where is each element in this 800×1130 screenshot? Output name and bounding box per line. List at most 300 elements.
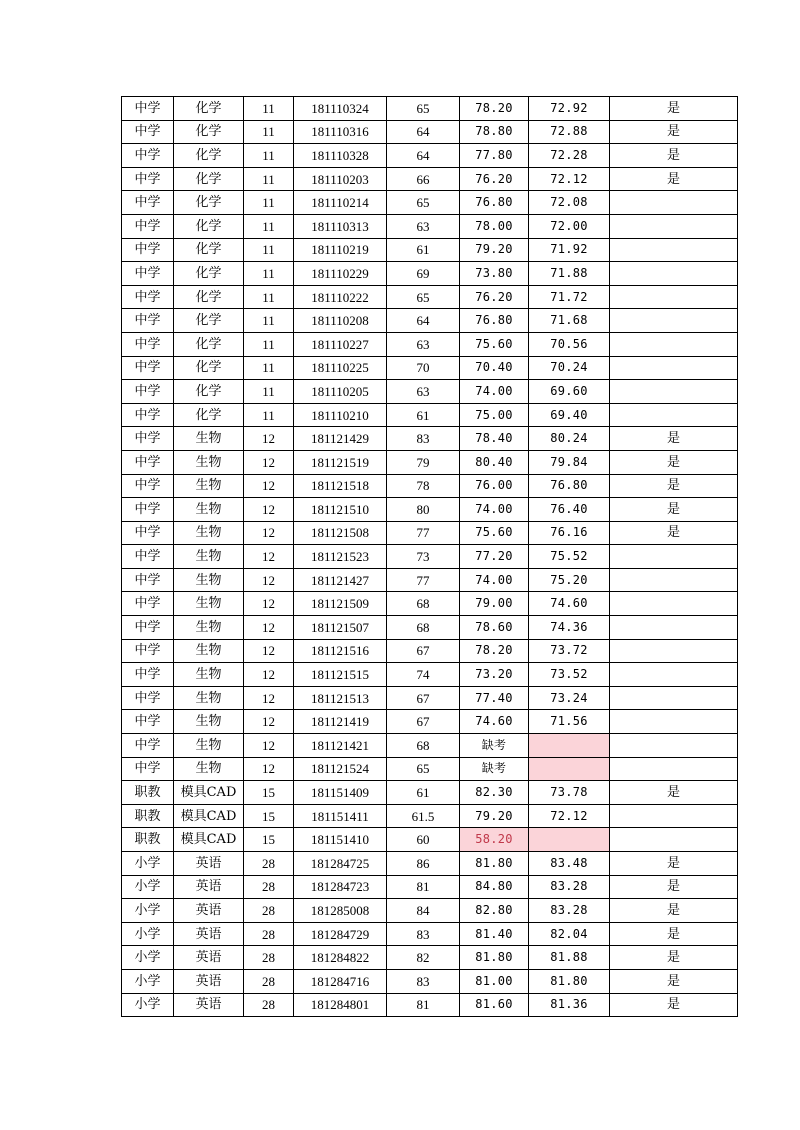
- interview-score-cell: 77.20: [460, 545, 529, 569]
- post-code-cell: 12: [244, 639, 294, 663]
- interview-score-cell: 74.60: [460, 710, 529, 734]
- interview-score-cell: 78.20: [460, 97, 529, 121]
- pass-mark-cell: 是: [610, 875, 738, 899]
- subject-cell: 化学: [174, 144, 244, 168]
- post-code-cell: 11: [244, 97, 294, 121]
- pass-mark-cell: 是: [610, 946, 738, 970]
- written-score-cell: 67: [387, 639, 460, 663]
- written-score-cell: 68: [387, 616, 460, 640]
- total-score-cell: 72.12: [529, 167, 610, 191]
- written-score-cell: 61: [387, 238, 460, 262]
- total-score-cell: 76.80: [529, 474, 610, 498]
- post-code-cell: 12: [244, 686, 294, 710]
- table-row: [122, 427, 738, 451]
- interview-score-cell: 75.00: [460, 403, 529, 427]
- subject-cell: 生物: [174, 545, 244, 569]
- candidate-id-cell: 181121507: [294, 616, 387, 640]
- candidate-id-cell: 181110316: [294, 120, 387, 144]
- school-level-cell: 中学: [122, 710, 174, 734]
- written-score-cell: 74: [387, 663, 460, 687]
- post-code-cell: 12: [244, 427, 294, 451]
- table-row: [122, 734, 738, 758]
- subject-cell: 英语: [174, 875, 244, 899]
- pass-mark-cell: [610, 616, 738, 640]
- school-level-cell: 中学: [122, 498, 174, 522]
- table-row: [122, 875, 738, 899]
- school-level-cell: 中学: [122, 545, 174, 569]
- school-level-cell: 小学: [122, 875, 174, 899]
- table-row: [122, 262, 738, 286]
- written-score-cell: 63: [387, 332, 460, 356]
- post-code-cell: 12: [244, 521, 294, 545]
- interview-score-cell: 74.00: [460, 498, 529, 522]
- table-row: [122, 474, 738, 498]
- post-code-cell: 11: [244, 120, 294, 144]
- total-score-cell: 72.08: [529, 191, 610, 215]
- subject-cell: 生物: [174, 734, 244, 758]
- interview-score-cell: 75.60: [460, 332, 529, 356]
- table-row: [122, 120, 738, 144]
- post-code-cell: 28: [244, 875, 294, 899]
- candidate-id-cell: 181110328: [294, 144, 387, 168]
- total-score-cell: 82.04: [529, 922, 610, 946]
- total-score-cell: [529, 757, 610, 781]
- written-score-cell: 63: [387, 214, 460, 238]
- subject-cell: 英语: [174, 946, 244, 970]
- candidate-id-cell: 181284725: [294, 852, 387, 876]
- table-row: [122, 214, 738, 238]
- post-code-cell: 28: [244, 922, 294, 946]
- written-score-cell: 64: [387, 144, 460, 168]
- school-level-cell: 中学: [122, 616, 174, 640]
- pass-mark-cell: [610, 285, 738, 309]
- candidate-id-cell: 181110208: [294, 309, 387, 333]
- school-level-cell: 中学: [122, 120, 174, 144]
- subject-cell: 英语: [174, 922, 244, 946]
- pass-mark-cell: 是: [610, 899, 738, 923]
- subject-cell: 生物: [174, 663, 244, 687]
- total-score-cell: 81.80: [529, 969, 610, 993]
- school-level-cell: 小学: [122, 993, 174, 1017]
- school-level-cell: 中学: [122, 568, 174, 592]
- pass-mark-cell: 是: [610, 427, 738, 451]
- subject-cell: 生物: [174, 568, 244, 592]
- school-level-cell: 中学: [122, 191, 174, 215]
- table-row: [122, 993, 738, 1017]
- table-row: [122, 191, 738, 215]
- subject-cell: 生物: [174, 616, 244, 640]
- pass-mark-cell: [610, 734, 738, 758]
- interview-score-cell: 缺考: [460, 734, 529, 758]
- subject-cell: 生物: [174, 498, 244, 522]
- post-code-cell: 11: [244, 144, 294, 168]
- candidate-id-cell: 181110205: [294, 380, 387, 404]
- interview-score-cell: 76.00: [460, 474, 529, 498]
- subject-cell: 化学: [174, 97, 244, 121]
- total-score-cell: 71.92: [529, 238, 610, 262]
- candidate-id-cell: 181151410: [294, 828, 387, 852]
- school-level-cell: 中学: [122, 380, 174, 404]
- interview-score-cell: 58.20: [460, 828, 529, 852]
- total-score-cell: 72.88: [529, 120, 610, 144]
- post-code-cell: 28: [244, 899, 294, 923]
- interview-score-cell: 76.20: [460, 167, 529, 191]
- post-code-cell: 12: [244, 498, 294, 522]
- post-code-cell: 12: [244, 734, 294, 758]
- candidate-id-cell: 181284801: [294, 993, 387, 1017]
- total-score-cell: 73.24: [529, 686, 610, 710]
- candidate-id-cell: 181121427: [294, 568, 387, 592]
- candidate-id-cell: 181284729: [294, 922, 387, 946]
- subject-cell: 生物: [174, 474, 244, 498]
- candidate-id-cell: 181110222: [294, 285, 387, 309]
- post-code-cell: 12: [244, 450, 294, 474]
- post-code-cell: 28: [244, 993, 294, 1017]
- pass-mark-cell: [610, 545, 738, 569]
- table-row: [122, 144, 738, 168]
- school-level-cell: 中学: [122, 686, 174, 710]
- subject-cell: 化学: [174, 285, 244, 309]
- candidate-id-cell: 181110219: [294, 238, 387, 262]
- subject-cell: 化学: [174, 356, 244, 380]
- table-row: [122, 686, 738, 710]
- candidate-id-cell: 181151411: [294, 804, 387, 828]
- pass-mark-cell: [610, 356, 738, 380]
- school-level-cell: 中学: [122, 332, 174, 356]
- pass-mark-cell: [610, 663, 738, 687]
- subject-cell: 英语: [174, 969, 244, 993]
- school-level-cell: 中学: [122, 450, 174, 474]
- candidate-id-cell: 181121519: [294, 450, 387, 474]
- subject-cell: 化学: [174, 191, 244, 215]
- post-code-cell: 12: [244, 592, 294, 616]
- written-score-cell: 81: [387, 993, 460, 1017]
- subject-cell: 化学: [174, 332, 244, 356]
- subject-cell: 英语: [174, 852, 244, 876]
- candidate-id-cell: 181121429: [294, 427, 387, 451]
- pass-mark-cell: [610, 639, 738, 663]
- written-score-cell: 77: [387, 521, 460, 545]
- school-level-cell: 中学: [122, 734, 174, 758]
- subject-cell: 生物: [174, 686, 244, 710]
- interview-score-cell: 82.80: [460, 899, 529, 923]
- subject-cell: 化学: [174, 214, 244, 238]
- pass-mark-cell: [610, 568, 738, 592]
- subject-cell: 生物: [174, 450, 244, 474]
- school-level-cell: 中学: [122, 427, 174, 451]
- candidate-id-cell: 181110227: [294, 332, 387, 356]
- table-row: [122, 710, 738, 734]
- candidate-id-cell: 181110225: [294, 356, 387, 380]
- school-level-cell: 职教: [122, 804, 174, 828]
- school-level-cell: 小学: [122, 852, 174, 876]
- subject-cell: 化学: [174, 380, 244, 404]
- written-score-cell: 86: [387, 852, 460, 876]
- school-level-cell: 中学: [122, 663, 174, 687]
- candidate-id-cell: 181121524: [294, 757, 387, 781]
- pass-mark-cell: [610, 238, 738, 262]
- subject-cell: 化学: [174, 309, 244, 333]
- table-row: [122, 899, 738, 923]
- post-code-cell: 11: [244, 380, 294, 404]
- interview-score-cell: 77.40: [460, 686, 529, 710]
- subject-cell: 生物: [174, 427, 244, 451]
- table-row: [122, 238, 738, 262]
- candidate-id-cell: 181121419: [294, 710, 387, 734]
- written-score-cell: 65: [387, 191, 460, 215]
- total-score-cell: 83.28: [529, 899, 610, 923]
- pass-mark-cell: 是: [610, 450, 738, 474]
- table-row: [122, 97, 738, 121]
- subject-cell: 模具CAD: [174, 804, 244, 828]
- total-score-cell: 72.92: [529, 97, 610, 121]
- table-row: [122, 828, 738, 852]
- written-score-cell: 70: [387, 356, 460, 380]
- post-code-cell: 12: [244, 568, 294, 592]
- written-score-cell: 81: [387, 875, 460, 899]
- post-code-cell: 15: [244, 781, 294, 805]
- table-row: [122, 332, 738, 356]
- table-row: [122, 946, 738, 970]
- subject-cell: 化学: [174, 403, 244, 427]
- pass-mark-cell: [610, 757, 738, 781]
- written-score-cell: 66: [387, 167, 460, 191]
- written-score-cell: 83: [387, 922, 460, 946]
- school-level-cell: 中学: [122, 639, 174, 663]
- subject-cell: 化学: [174, 262, 244, 286]
- written-score-cell: 78: [387, 474, 460, 498]
- school-level-cell: 小学: [122, 922, 174, 946]
- table-row: [122, 639, 738, 663]
- post-code-cell: 28: [244, 852, 294, 876]
- written-score-cell: 65: [387, 97, 460, 121]
- candidate-id-cell: 181121523: [294, 545, 387, 569]
- written-score-cell: 61.5: [387, 804, 460, 828]
- subject-cell: 化学: [174, 238, 244, 262]
- candidate-id-cell: 181110313: [294, 214, 387, 238]
- interview-score-cell: 84.80: [460, 875, 529, 899]
- pass-mark-cell: [610, 191, 738, 215]
- table-row: [122, 309, 738, 333]
- written-score-cell: 84: [387, 899, 460, 923]
- pass-mark-cell: [610, 332, 738, 356]
- total-score-cell: 71.88: [529, 262, 610, 286]
- candidate-id-cell: 181121509: [294, 592, 387, 616]
- school-level-cell: 职教: [122, 828, 174, 852]
- candidate-id-cell: 181110214: [294, 191, 387, 215]
- interview-score-cell: 73.20: [460, 663, 529, 687]
- total-score-cell: 71.72: [529, 285, 610, 309]
- total-score-cell: 73.52: [529, 663, 610, 687]
- written-score-cell: 69: [387, 262, 460, 286]
- school-level-cell: 中学: [122, 757, 174, 781]
- written-score-cell: 67: [387, 710, 460, 734]
- written-score-cell: 79: [387, 450, 460, 474]
- post-code-cell: 12: [244, 616, 294, 640]
- table-row: [122, 663, 738, 687]
- post-code-cell: 12: [244, 474, 294, 498]
- total-score-cell: 81.88: [529, 946, 610, 970]
- table-row: [122, 781, 738, 805]
- interview-score-cell: 73.80: [460, 262, 529, 286]
- total-score-cell: 80.24: [529, 427, 610, 451]
- written-score-cell: 68: [387, 592, 460, 616]
- total-score-cell: 71.56: [529, 710, 610, 734]
- interview-score-cell: 76.20: [460, 285, 529, 309]
- table-row: [122, 498, 738, 522]
- candidate-id-cell: 181285008: [294, 899, 387, 923]
- total-score-cell: 79.84: [529, 450, 610, 474]
- post-code-cell: 11: [244, 262, 294, 286]
- table-row: [122, 167, 738, 191]
- total-score-cell: 72.12: [529, 804, 610, 828]
- total-score-cell: 70.56: [529, 332, 610, 356]
- interview-score-cell: 76.80: [460, 191, 529, 215]
- total-score-cell: 72.00: [529, 214, 610, 238]
- pass-mark-cell: [610, 309, 738, 333]
- total-score-cell: 72.28: [529, 144, 610, 168]
- table-row: [122, 804, 738, 828]
- interview-score-cell: 75.60: [460, 521, 529, 545]
- post-code-cell: 15: [244, 828, 294, 852]
- interview-score-cell: 81.60: [460, 993, 529, 1017]
- post-code-cell: 28: [244, 969, 294, 993]
- score-table: [121, 96, 738, 1017]
- total-score-cell: 75.20: [529, 568, 610, 592]
- total-score-cell: 70.24: [529, 356, 610, 380]
- candidate-id-cell: 181110203: [294, 167, 387, 191]
- school-level-cell: 中学: [122, 262, 174, 286]
- candidate-id-cell: 181110229: [294, 262, 387, 286]
- table-row: [122, 757, 738, 781]
- school-level-cell: 小学: [122, 899, 174, 923]
- interview-score-cell: 81.40: [460, 922, 529, 946]
- candidate-id-cell: 181121510: [294, 498, 387, 522]
- written-score-cell: 82: [387, 946, 460, 970]
- school-level-cell: 中学: [122, 144, 174, 168]
- table-row: [122, 403, 738, 427]
- school-level-cell: 小学: [122, 946, 174, 970]
- subject-cell: 化学: [174, 120, 244, 144]
- school-level-cell: 中学: [122, 97, 174, 121]
- interview-score-cell: 78.00: [460, 214, 529, 238]
- post-code-cell: 11: [244, 332, 294, 356]
- interview-score-cell: 78.20: [460, 639, 529, 663]
- written-score-cell: 64: [387, 309, 460, 333]
- pass-mark-cell: 是: [610, 781, 738, 805]
- table-row: [122, 380, 738, 404]
- interview-score-cell: 81.80: [460, 852, 529, 876]
- pass-mark-cell: [610, 403, 738, 427]
- school-level-cell: 中学: [122, 521, 174, 545]
- post-code-cell: 11: [244, 167, 294, 191]
- total-score-cell: 75.52: [529, 545, 610, 569]
- post-code-cell: 11: [244, 403, 294, 427]
- pass-mark-cell: 是: [610, 969, 738, 993]
- total-score-cell: 81.36: [529, 993, 610, 1017]
- table-row: [122, 568, 738, 592]
- total-score-cell: [529, 828, 610, 852]
- interview-score-cell: 78.40: [460, 427, 529, 451]
- school-level-cell: 中学: [122, 214, 174, 238]
- subject-cell: 生物: [174, 592, 244, 616]
- written-score-cell: 73: [387, 545, 460, 569]
- written-score-cell: 65: [387, 285, 460, 309]
- post-code-cell: 11: [244, 356, 294, 380]
- candidate-id-cell: 181151409: [294, 781, 387, 805]
- candidate-id-cell: 181110324: [294, 97, 387, 121]
- subject-cell: 英语: [174, 899, 244, 923]
- pass-mark-cell: 是: [610, 852, 738, 876]
- pass-mark-cell: [610, 214, 738, 238]
- candidate-id-cell: 181121516: [294, 639, 387, 663]
- school-level-cell: 中学: [122, 238, 174, 262]
- pass-mark-cell: [610, 804, 738, 828]
- post-code-cell: 28: [244, 946, 294, 970]
- table-row: [122, 545, 738, 569]
- subject-cell: 生物: [174, 521, 244, 545]
- post-code-cell: 11: [244, 309, 294, 333]
- total-score-cell: 74.36: [529, 616, 610, 640]
- pass-mark-cell: 是: [610, 144, 738, 168]
- table-row: [122, 521, 738, 545]
- interview-score-cell: 81.80: [460, 946, 529, 970]
- candidate-id-cell: 181121515: [294, 663, 387, 687]
- interview-score-cell: 74.00: [460, 568, 529, 592]
- interview-score-cell: 78.60: [460, 616, 529, 640]
- total-score-cell: 83.48: [529, 852, 610, 876]
- interview-score-cell: 缺考: [460, 757, 529, 781]
- written-score-cell: 61: [387, 781, 460, 805]
- total-score-cell: 76.40: [529, 498, 610, 522]
- interview-score-cell: 79.00: [460, 592, 529, 616]
- interview-score-cell: 79.20: [460, 804, 529, 828]
- pass-mark-cell: [610, 380, 738, 404]
- total-score-cell: 73.78: [529, 781, 610, 805]
- school-level-cell: 中学: [122, 285, 174, 309]
- total-score-cell: 73.72: [529, 639, 610, 663]
- post-code-cell: 12: [244, 545, 294, 569]
- total-score-cell: [529, 734, 610, 758]
- pass-mark-cell: [610, 828, 738, 852]
- written-score-cell: 77: [387, 568, 460, 592]
- written-score-cell: 64: [387, 120, 460, 144]
- pass-mark-cell: 是: [610, 97, 738, 121]
- interview-score-cell: 77.80: [460, 144, 529, 168]
- school-level-cell: 中学: [122, 592, 174, 616]
- school-level-cell: 中学: [122, 167, 174, 191]
- candidate-id-cell: 181110210: [294, 403, 387, 427]
- table-row: [122, 969, 738, 993]
- written-score-cell: 80: [387, 498, 460, 522]
- candidate-id-cell: 181284723: [294, 875, 387, 899]
- total-score-cell: 76.16: [529, 521, 610, 545]
- written-score-cell: 68: [387, 734, 460, 758]
- pass-mark-cell: [610, 686, 738, 710]
- subject-cell: 生物: [174, 757, 244, 781]
- table-row: [122, 616, 738, 640]
- post-code-cell: 11: [244, 238, 294, 262]
- school-level-cell: 小学: [122, 969, 174, 993]
- school-level-cell: 中学: [122, 356, 174, 380]
- pass-mark-cell: [610, 710, 738, 734]
- table-row: [122, 356, 738, 380]
- post-code-cell: 12: [244, 663, 294, 687]
- interview-score-cell: 74.00: [460, 380, 529, 404]
- written-score-cell: 67: [387, 686, 460, 710]
- candidate-id-cell: 181121508: [294, 521, 387, 545]
- school-level-cell: 中学: [122, 403, 174, 427]
